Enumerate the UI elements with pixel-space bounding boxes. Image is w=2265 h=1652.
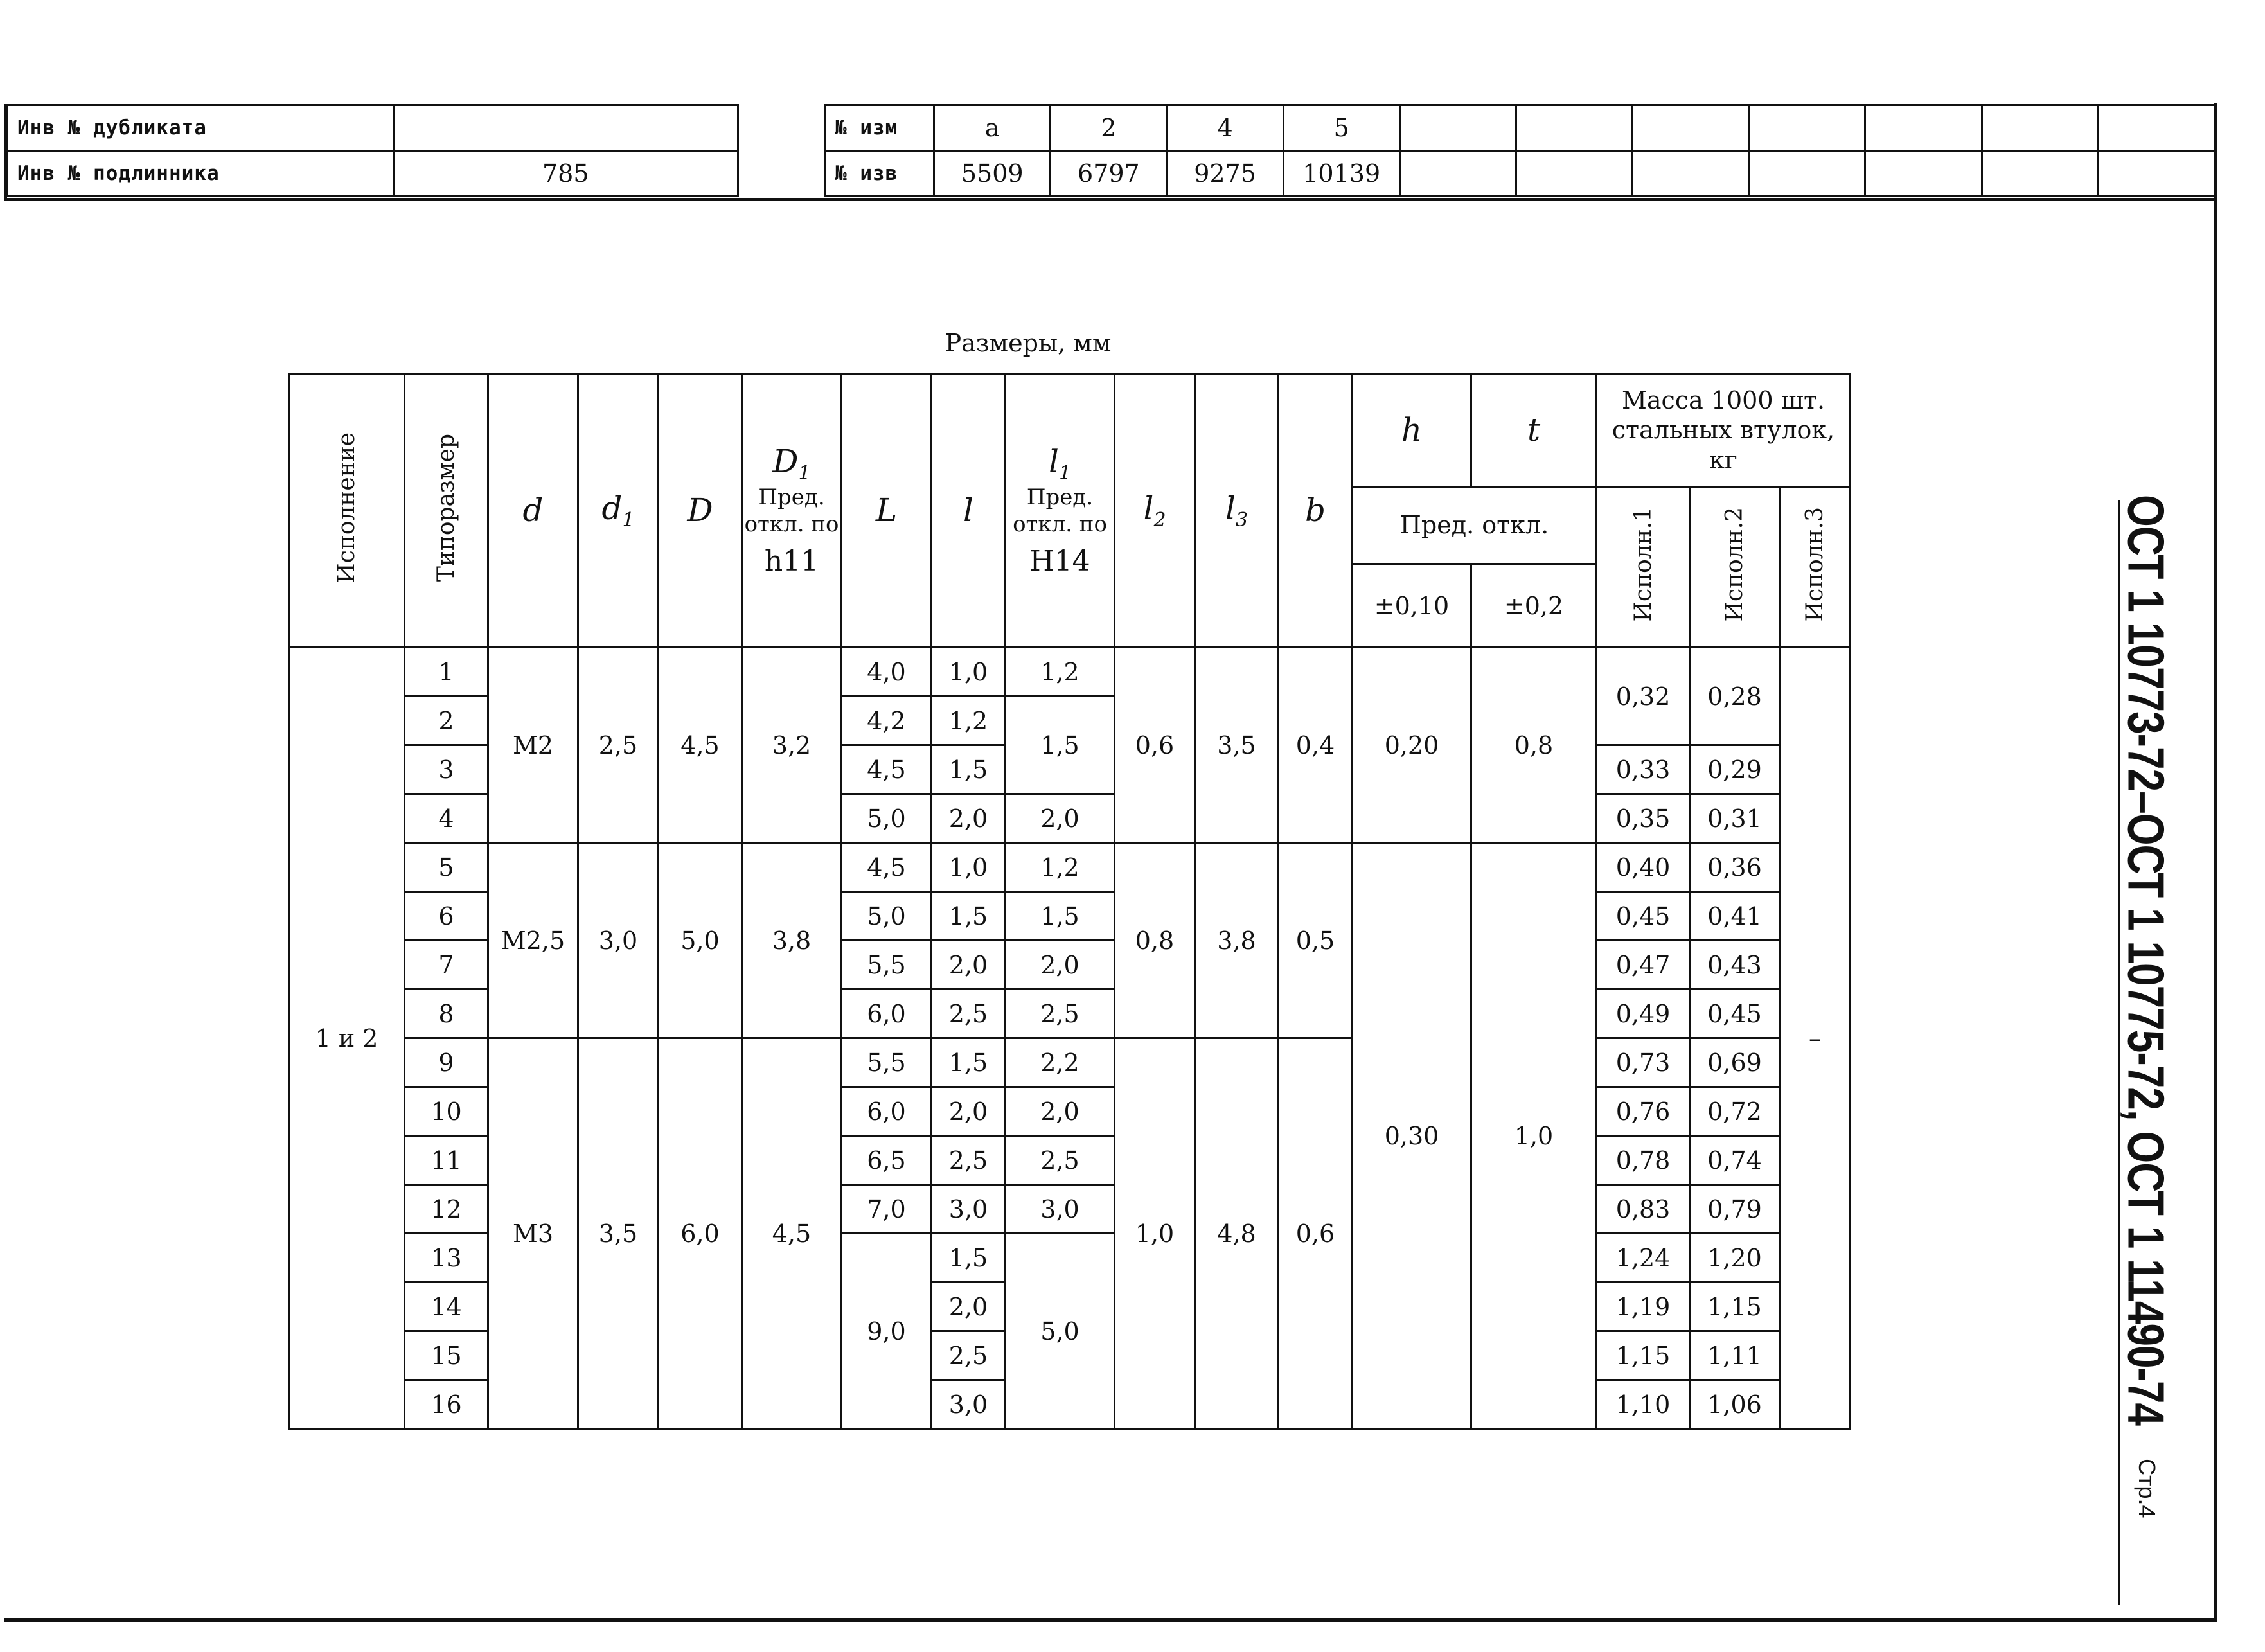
- cell-mass1: 1,15: [1597, 1331, 1690, 1380]
- cell-L: 5,0: [842, 794, 932, 843]
- cell-D1: 3,2: [742, 648, 842, 843]
- cell-l1: 1,5: [1006, 892, 1115, 941]
- header-pred-otkl: Пред. откл.: [1353, 487, 1597, 564]
- cell-mass2: 0,41: [1690, 892, 1780, 941]
- cell-mass2: 1,11: [1690, 1331, 1780, 1380]
- cell-L: 6,0: [842, 1087, 932, 1136]
- izv-cell: [1399, 151, 1516, 197]
- cell-t: 1,0: [1471, 843, 1597, 1429]
- cell-mass1: 0,76: [1597, 1087, 1690, 1136]
- dup-value: [393, 105, 738, 151]
- frame-left-tick: [4, 104, 7, 200]
- cell-D: 5,0: [659, 843, 742, 1038]
- cell-l1: 2,5: [1006, 990, 1115, 1038]
- cell-tiporazmer: 16: [405, 1380, 488, 1429]
- header-ispolnenie: Исполнение: [289, 374, 405, 648]
- izv-cell: 6797: [1051, 151, 1167, 197]
- header-h-tol: ±0,10: [1353, 564, 1471, 648]
- cell-tiporazmer: 4: [405, 794, 488, 843]
- izv-cell: [1749, 151, 1865, 197]
- cell-L: 5,5: [842, 1038, 932, 1087]
- cell-d1: 2,5: [578, 648, 659, 843]
- cell-mass1: 1,19: [1597, 1283, 1690, 1331]
- cell-L: 4,2: [842, 697, 932, 745]
- cell-L: 4,5: [842, 745, 932, 794]
- cell-t: 0,8: [1471, 648, 1597, 843]
- header-l3: $l_3$: [1195, 374, 1279, 648]
- header-t: t: [1471, 374, 1597, 487]
- cell-b: 0,5: [1279, 843, 1353, 1038]
- cell-mass2: 0,31: [1690, 794, 1780, 843]
- cell-l: 1,5: [932, 1038, 1006, 1087]
- cell-l: 1,0: [932, 648, 1006, 697]
- cell-mass2: 0,43: [1690, 941, 1780, 990]
- header-mass: Масса 1000 шт. стальных втулок, кг: [1597, 374, 1851, 487]
- header-t-tol: ±0,2: [1471, 564, 1597, 648]
- cell-L: 5,0: [842, 892, 932, 941]
- cell-l: 2,5: [932, 1331, 1006, 1380]
- izv-row: [825, 151, 2215, 197]
- header-l2: $l_2$: [1115, 374, 1195, 648]
- cell-tiporazmer: 8: [405, 990, 488, 1038]
- cell-mass2: 0,29: [1690, 745, 1780, 794]
- izm-cell: 4: [1167, 105, 1283, 151]
- cell-l: 1,5: [932, 892, 1006, 941]
- cell-D1: 4,5: [742, 1038, 842, 1429]
- cell-l: 2,5: [932, 1136, 1006, 1185]
- cell-L: 7,0: [842, 1185, 932, 1234]
- izm-cell: [1982, 105, 2098, 151]
- cell-d: М3: [488, 1038, 578, 1429]
- izm-cell: [2098, 105, 2214, 151]
- cell-h: 0,20: [1353, 648, 1471, 843]
- cell-l3: 4,8: [1195, 1038, 1279, 1429]
- cell-tiporazmer: 5: [405, 843, 488, 892]
- header-tiporazmer: Типоразмер: [405, 374, 488, 648]
- cell-tiporazmer: 14: [405, 1283, 488, 1331]
- cell-h: 0,30: [1353, 843, 1471, 1429]
- cell-l1: 1,5: [1006, 697, 1115, 794]
- table-row: [289, 1038, 1851, 1087]
- header-l1: $l_1$ Пред. откл. по H14: [1006, 374, 1115, 648]
- izm-cell: [1516, 105, 1632, 151]
- cell-mass1: 0,83: [1597, 1185, 1690, 1234]
- izm-cell: а: [934, 105, 1051, 151]
- cell-l1: 1,2: [1006, 843, 1115, 892]
- cell-l2: 1,0: [1115, 1038, 1195, 1429]
- cell-mass1: 0,78: [1597, 1136, 1690, 1185]
- cell-mass1: 0,33: [1597, 745, 1690, 794]
- cell-mass1: 1,10: [1597, 1380, 1690, 1429]
- izm-cell: [1399, 105, 1516, 151]
- cell-d1: 3,0: [578, 843, 659, 1038]
- header-isp1: Исполн.1: [1597, 487, 1690, 648]
- header-L: L: [842, 374, 932, 648]
- cell-tiporazmer: 13: [405, 1234, 488, 1283]
- izv-cell: [2098, 151, 2214, 197]
- cell-mass2: 0,36: [1690, 843, 1780, 892]
- izv-cell: 10139: [1283, 151, 1399, 197]
- cell-mass2: 0,74: [1690, 1136, 1780, 1185]
- izm-label: № изм: [825, 105, 934, 151]
- cell-L: 6,5: [842, 1136, 932, 1185]
- cell-mass1: 0,40: [1597, 843, 1690, 892]
- table-caption: Размеры, мм: [945, 329, 1112, 357]
- cell-l1: 2,0: [1006, 1087, 1115, 1136]
- cell-l: 2,0: [932, 1283, 1006, 1331]
- izv-cell: 9275: [1167, 151, 1283, 197]
- cell-tiporazmer: 15: [405, 1331, 488, 1380]
- izm-cell: 5: [1283, 105, 1399, 151]
- orig-value: 785: [393, 151, 738, 197]
- cell-l: 1,5: [932, 1234, 1006, 1283]
- cell-tiporazmer: 7: [405, 941, 488, 990]
- header-d1: $d_1$: [578, 374, 659, 648]
- cell-b: 0,4: [1279, 648, 1353, 843]
- cell-mass2: 0,45: [1690, 990, 1780, 1038]
- cell-tiporazmer: 2: [405, 697, 488, 745]
- cell-tiporazmer: 11: [405, 1136, 488, 1185]
- cell-mass2: 0,69: [1690, 1038, 1780, 1087]
- izv-label: № изв: [825, 151, 934, 197]
- cell-l: 1,2: [932, 697, 1006, 745]
- header-isp3: Исполн.3: [1780, 487, 1851, 648]
- cell-l3: 3,8: [1195, 843, 1279, 1038]
- cell-d: М2: [488, 648, 578, 843]
- header-b: b: [1279, 374, 1353, 648]
- cell-L: 9,0: [842, 1234, 932, 1429]
- frame-top-line: [4, 198, 2217, 201]
- izv-cell: [1982, 151, 2098, 197]
- cell-mass1: 0,47: [1597, 941, 1690, 990]
- cell-tiporazmer: 9: [405, 1038, 488, 1087]
- cell-b: 0,6: [1279, 1038, 1353, 1429]
- cell-l: 2,5: [932, 990, 1006, 1038]
- cell-l: 2,0: [932, 794, 1006, 843]
- izv-cell: [1516, 151, 1632, 197]
- cell-l: 1,5: [932, 745, 1006, 794]
- cell-l1: 2,5: [1006, 1136, 1115, 1185]
- cell-L: 4,5: [842, 843, 932, 892]
- cell-mass1: 0,73: [1597, 1038, 1690, 1087]
- cell-tiporazmer: 3: [405, 745, 488, 794]
- cell-mass2: 0,28: [1690, 648, 1780, 745]
- cell-l1: 2,2: [1006, 1038, 1115, 1087]
- stamp-changes-table: [824, 104, 2216, 197]
- cell-L: 6,0: [842, 990, 932, 1038]
- izm-cell: 2: [1051, 105, 1167, 151]
- table-row: [289, 843, 1851, 892]
- izv-cell: 5509: [934, 151, 1051, 197]
- cell-mass1: 0,35: [1597, 794, 1690, 843]
- izv-cell: [1865, 151, 1982, 197]
- standard-designation: [2117, 495, 2175, 1561]
- cell-l: 2,0: [932, 941, 1006, 990]
- cell-l: 1,0: [932, 843, 1006, 892]
- dimensions-table: [288, 373, 1851, 1430]
- header-l: l: [932, 374, 1006, 648]
- frame-right-line: [2214, 103, 2217, 1622]
- izm-cell: [1865, 105, 1982, 151]
- cell-mass2: 1,20: [1690, 1234, 1780, 1283]
- header-D1: $D_1$ Пред. откл. по h11: [742, 374, 842, 648]
- cell-d1: 3,5: [578, 1038, 659, 1429]
- frame-bottom-line: [4, 1618, 2217, 1622]
- cell-mass2: 1,06: [1690, 1380, 1780, 1429]
- standard-designation-text: ОСТ 1 10773-72–ОСТ 1 10775-72, ОСТ 1 11490-74: [2117, 495, 2175, 1425]
- cell-mass1: 0,32: [1597, 648, 1690, 745]
- cell-l: 3,0: [932, 1380, 1006, 1429]
- cell-l: 3,0: [932, 1185, 1006, 1234]
- cell-l1: 1,2: [1006, 648, 1115, 697]
- cell-ispolnenie: 1 и 2: [289, 648, 405, 1429]
- table-row: [289, 648, 1851, 697]
- cell-d: М2,5: [488, 843, 578, 1038]
- izm-row: [825, 105, 2215, 151]
- cell-l1: 5,0: [1006, 1234, 1115, 1429]
- cell-tiporazmer: 10: [405, 1087, 488, 1136]
- header-d: d: [488, 374, 578, 648]
- cell-l3: 3,5: [1195, 648, 1279, 843]
- cell-tiporazmer: 1: [405, 648, 488, 697]
- cell-l2: 0,8: [1115, 843, 1195, 1038]
- cell-l1: 2,0: [1006, 794, 1115, 843]
- cell-tiporazmer: 6: [405, 892, 488, 941]
- header-D: D: [659, 374, 742, 648]
- dup-label: Инв № дубликата: [8, 105, 394, 151]
- izm-cell: [1633, 105, 1749, 151]
- cell-D: 4,5: [659, 648, 742, 843]
- cell-mass2: 0,72: [1690, 1087, 1780, 1136]
- stamp-inventory-table: [6, 104, 739, 197]
- cell-l: 2,0: [932, 1087, 1006, 1136]
- orig-label: Инв № подлинника: [8, 151, 394, 197]
- cell-L: 4,0: [842, 648, 932, 697]
- cell-mass1: 1,24: [1597, 1234, 1690, 1283]
- izv-cell: [1633, 151, 1749, 197]
- cell-mass1: 0,45: [1597, 892, 1690, 941]
- header-isp2: Исполн.2: [1690, 487, 1780, 648]
- cell-D1: 3,8: [742, 843, 842, 1038]
- cell-mass2: 0,79: [1690, 1185, 1780, 1234]
- cell-D: 6,0: [659, 1038, 742, 1429]
- cell-L: 5,5: [842, 941, 932, 990]
- izm-cell: [1749, 105, 1865, 151]
- cell-l1: 2,0: [1006, 941, 1115, 990]
- cell-tiporazmer: 12: [405, 1185, 488, 1234]
- cell-mass1: 0,49: [1597, 990, 1690, 1038]
- cell-l2: 0,6: [1115, 648, 1195, 843]
- page-number: Стр.4: [2134, 1459, 2160, 1518]
- cell-l1: 3,0: [1006, 1185, 1115, 1234]
- cell-isp3: –: [1780, 648, 1851, 1429]
- header-h: h: [1353, 374, 1471, 487]
- cell-mass2: 1,15: [1690, 1283, 1780, 1331]
